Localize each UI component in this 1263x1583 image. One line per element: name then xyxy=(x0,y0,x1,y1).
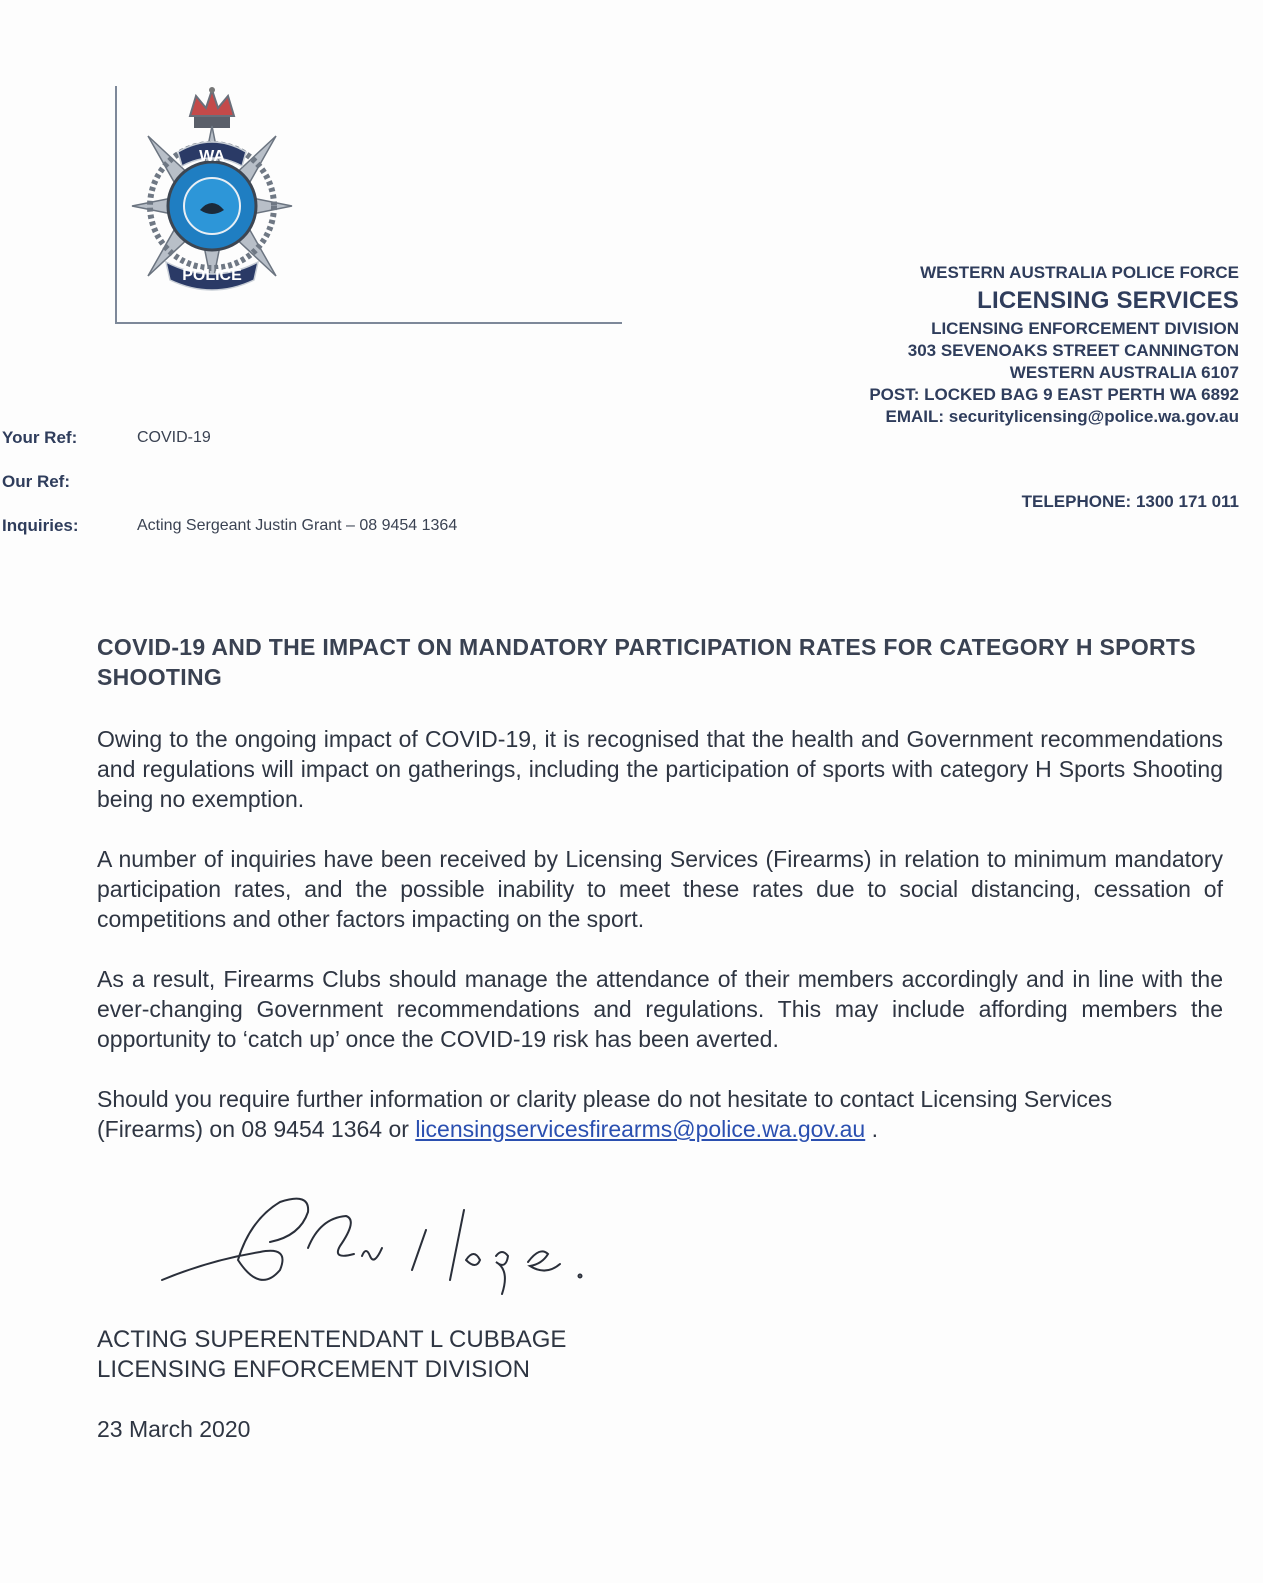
signatory-block xyxy=(97,1325,566,1385)
paragraph-4-text: Should you require further information or clarity please do not hesitate to contact Licensing Services (Firearms) on 08 9454 1364 or xyxy=(97,1086,1113,1142)
body-paragraph-2: A number of inquiries have been received by Licensing Services (Firearms) in relation to minimum mandatory participation rates, and the possible inability to meet these rates due to social distancing, cessation of competitions and other factors impacting on the sport. xyxy=(97,846,1223,932)
sender-address-block xyxy=(869,262,1239,428)
body-paragraph-3: As a result, Firearms Clubs should manage the attendance of their members accordingly and in line with the ever-changing Government recommendations and regulations. This may include affording members the opportunity to ‘catch up’ once the COVID-19 risk has been averted. xyxy=(97,966,1223,1052)
letter-subject: COVID-19 AND THE IMPACT ON MANDATORY PARTICIPATION RATES FOR CATEGORY H SPORTS SHOOTING xyxy=(97,634,1196,690)
letter-date: 23 March 2020 xyxy=(97,1416,251,1442)
header-division: LICENSING ENFORCEMENT DIVISION xyxy=(931,319,1239,338)
body-paragraph-4 xyxy=(97,1084,1223,1144)
header-force-name: WESTERN AUSTRALIA POLICE FORCE xyxy=(920,263,1239,282)
header-department: LICENSING SERVICES xyxy=(977,287,1239,314)
signatory-title: ACTING SUPERENTENDANT L CUBBAGE xyxy=(97,1326,567,1353)
your-ref-value: COVID-19 xyxy=(137,429,211,446)
wa-police-crest-logo xyxy=(126,86,298,300)
header-state: WESTERN AUSTRALIA 6107 xyxy=(1009,363,1239,382)
svg-text:POLICE: POLICE xyxy=(182,267,242,284)
firearms-email-link[interactable]: licensingservicesfirearms@police.wa.gov.au xyxy=(415,1116,866,1142)
signatory-division: LICENSING ENFORCEMENT DIVISION xyxy=(97,1356,530,1383)
header-post: POST: LOCKED BAG 9 EAST PERTH WA 6892 xyxy=(869,385,1239,404)
inquiries-value: Acting Sergeant Justin Grant – 08 9454 1364 xyxy=(137,517,458,534)
crown-icon xyxy=(190,87,234,128)
your-ref-label: Your Ref: xyxy=(2,428,78,447)
header-telephone: TELEPHONE: 1300 171 011 xyxy=(1021,492,1239,511)
header-street: 303 SEVENOAKS STREET CANNINGTON xyxy=(907,341,1239,360)
paragraph-4-end: . xyxy=(865,1116,878,1142)
inquiries-label: Inquiries: xyxy=(2,516,79,535)
svg-text:WA: WA xyxy=(199,148,225,165)
header-email: EMAIL: securitylicensing@police.wa.gov.au xyxy=(885,407,1239,426)
handwritten-signature xyxy=(150,1190,600,1300)
our-ref-label: Our Ref: xyxy=(2,472,70,491)
body-paragraph-1: Owing to the ongoing impact of COVID-19, it is recognised that the health and Government recommendations and regulations will impact on gatherings, including the participation of sports with category H Sports Shooting being no exemption. xyxy=(97,726,1223,812)
